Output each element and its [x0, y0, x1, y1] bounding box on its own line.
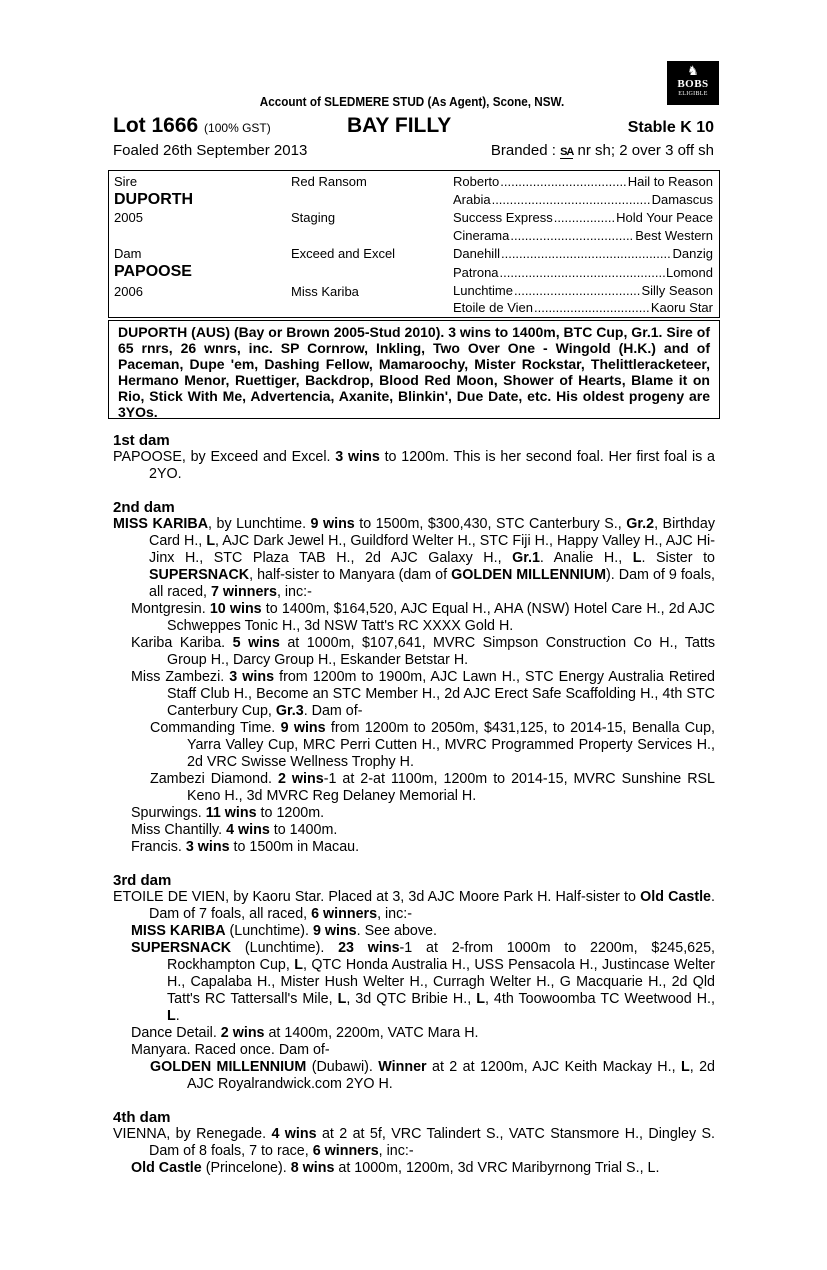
progeny-entry: Miss Chantilly. 4 wins to 1400m.: [131, 822, 338, 838]
lot-number: [113, 114, 271, 138]
section-heading: 3rd dam: [113, 872, 172, 889]
progeny-entry: Miss Zambezi. 3 wins from 1200m to 1900m, AJC Lawn H., STC Energy Australia Retired Staff Club H., Become an STC Member H., 2d AJC Erect Safe Scaffolding H., 4th STC Canterbury Cup, Gr.3. Dam of-: [131, 669, 715, 719]
ancestor-name: Lunchtime: [453, 283, 513, 298]
ancestor-name: Cinerama: [453, 228, 510, 243]
sire-sire: Red Ransom: [291, 174, 367, 189]
dam-year: 2006: [114, 284, 143, 299]
progeny-entry: MISS KARIBA (Lunchtime). 9 wins. See above.: [131, 923, 437, 939]
ancestor-sire: Damascus: [651, 192, 713, 207]
progeny-entry: GOLDEN MILLENNIUM (Dubawi). Winner at 2 at 1200m, AJC Keith Mackay H., L, 2d AJC Royalrandwick.com 2YO H.: [150, 1059, 715, 1092]
gst-note: (100% GST): [204, 121, 271, 135]
vendor-account: Account of SLEDMERE STUD (As Agent), Scone, NSW.: [259, 94, 565, 109]
ancestor-sire: Best Western: [635, 228, 713, 243]
logo-text: BOBS: [677, 78, 709, 90]
progeny-entry: SUPERSNACK (Lunchtime). 23 wins-1 at 2-from 1000m to 2200m, $245,625, Rockhampton Cup, L, QTC Honda Australia H., USS Pensacola H., Justincase Welter H., Capalaba H., Mister Hush Welter H., Curragh Welter H., G Macquarie H., 2d Qld Tatt's RC Tattersall's Mile, L, 3d QTC Bribie H., L, 4th Toowoomba TC Weetwood H., L.: [131, 940, 716, 1024]
ancestor-sire: Hail to Reason: [627, 174, 713, 189]
pedigree-table: [108, 170, 720, 318]
ancestor-row: [453, 174, 713, 189]
ancestor-row: [453, 265, 713, 280]
ancestor-name: Success Express: [453, 210, 553, 225]
progeny-entry: Manyara. Raced once. Dam of-: [131, 1042, 330, 1058]
ancestor-row: [453, 228, 713, 243]
ancestor-name: Etoile de Vien: [453, 300, 533, 315]
ancestor-sire: Danzig: [672, 246, 713, 261]
sire-summary: DUPORTH (AUS) (Bay or Brown 2005-Stud 2010). 3 wins to 1400m, BTC Cup, Gr.1. Sire of 65 rnrs, 26 wnrs, inc. SP Cornrow, Inkling, Two Over One - Wingold (H.K.) and of Paceman, Dupe 'em, Dashing Fellow, Mamaroochy, Mister Rockstar, Thelittleracketeer, Hermano Menor, Ruettiger, Backdrop, Blood Red Moon, Shower of Hearts, Blame it on Rio, Stick With Me, Advertencia, Axanite, Blinkin', Due Date, etc. His oldest progeny are 3YOs.: [108, 320, 720, 419]
sire-year: 2005: [114, 210, 143, 225]
progeny-entry: Francis. 3 wins to 1500m in Macau.: [131, 839, 360, 855]
progeny-entry: Kariba Kariba. 5 wins at 1000m, $107,641, MVRC Simpson Construction Co H., Tatts Group H., Darcy Group H., Eskander Betstar H.: [131, 635, 716, 668]
section-heading: 4th dam: [113, 1109, 171, 1126]
sire-label: Sire: [114, 174, 138, 189]
sire-dam: Staging: [291, 210, 336, 225]
ancestor-sire: Hold Your Peace: [616, 210, 713, 225]
brand-mark: SA: [560, 146, 574, 158]
lot-label: Lot 1666: [113, 114, 199, 137]
brand-text: nr sh; 2 over 3 off sh: [577, 142, 714, 159]
ancestor-sire: Kaoru Star: [650, 300, 713, 315]
progeny-entry: Zambezi Diamond. 2 wins-1 at 2-at 1100m, 1200m to 2014-15, MVRC Sunshine RSL Keno H., 3d MVRC Reg Delaney Memorial H.: [150, 771, 716, 804]
progeny-entry: Old Castle (Princelone). 8 wins at 1000m, 1200m, 3d VRC Maribyrnong Trial S., L.: [131, 1160, 660, 1176]
foaled-date: Foaled 26th September 2013: [113, 142, 308, 159]
progeny-entry: Montgresin. 10 wins to 1400m, $164,520, AJC Equal H., AHA (NSW) Hotel Care H., 2d AJC Schweppes Tonic H., 3d NSW Tatt's RC XXXX Gold H.: [131, 601, 716, 634]
section-heading: 1st dam: [113, 432, 170, 449]
dam-entry: MISS KARIBA, by Lunchtime. 9 wins to 1500m, $300,430, STC Canterbury S., Gr.2, Birthday Card H., L, AJC Dark Jewel H., Guildford Welter H., STC Fiji H., Happy Valley H., AJC Hi-Jinx H., STC Plaza TAB H., 2d AJC Galaxy H., Gr.1. Analie H., L. Sister to SUPERSNACK, half-sister to Manyara (dam of GOLDEN MILLENNIUM). Dam of 9 foals, all raced, 7 winners, inc:-: [113, 516, 715, 600]
dam-entry: PAPOOSE, by Exceed and Excel. 3 wins to 1200m. This is her second foal. Her first foal is a 2YO.: [113, 449, 716, 482]
ancestor-row: [453, 192, 713, 207]
dam-dam: Miss Kariba: [291, 284, 359, 299]
ancestor-row: [453, 210, 713, 225]
ancestor-sire: Silly Season: [641, 283, 713, 298]
ancestor-row: [453, 300, 713, 315]
progeny-entry: Spurwings. 11 wins to 1200m.: [131, 805, 325, 821]
ancestor-row: [453, 283, 713, 298]
horse-icon: ♞: [687, 63, 699, 78]
ancestor-name: Danehill: [453, 246, 500, 261]
ancestor-sire: Lomond: [666, 265, 713, 280]
dam-entry: VIENNA, by Renegade. 4 wins at 2 at 5f, VRC Talindert S., VATC Stansmore H., Dingley S. Dam of 8 foals, 7 to race, 6 winners, inc:-: [113, 1126, 715, 1159]
progeny-entry: Commanding Time. 9 wins from 1200m to 2050m, $431,125, to 2014-15, Benalla Cup, Yarra Valley Cup, MRC Perri Cutten H., MVRC Programmed Property Services H., 2d VRC Swisse Wellness Trophy H.: [150, 720, 716, 770]
branded-label: Branded :: [490, 142, 556, 159]
ancestor-name: Roberto: [453, 174, 500, 189]
dam-name: PAPOOSE: [114, 263, 192, 280]
dam-sire: Exceed and Excel: [291, 246, 396, 261]
ancestor-name: Arabia: [453, 192, 491, 207]
section-heading: 2nd dam: [113, 499, 175, 516]
sire-name: DUPORTH: [114, 191, 194, 208]
stable-location: Stable K 10: [627, 119, 714, 136]
brand-info: [491, 142, 714, 159]
ancestor-name: Patrona: [453, 265, 499, 280]
catalogue-body: [113, 432, 715, 1177]
horse-name: BAY FILLY: [347, 114, 452, 137]
logo-subtext: ELIGIBLE: [678, 91, 708, 97]
progeny-entry: Dance Detail. 2 wins at 1400m, 2200m, VATC Mara H.: [131, 1025, 479, 1041]
dam-entry: ETOILE DE VIEN, by Kaoru Star. Placed at 3, 3d AJC Moore Park H. Half-sister to Old Castle. Dam of 7 foals, all raced, 6 winners, inc:-: [113, 889, 715, 922]
dam-label: Dam: [114, 246, 142, 261]
ancestor-row: [453, 246, 713, 261]
